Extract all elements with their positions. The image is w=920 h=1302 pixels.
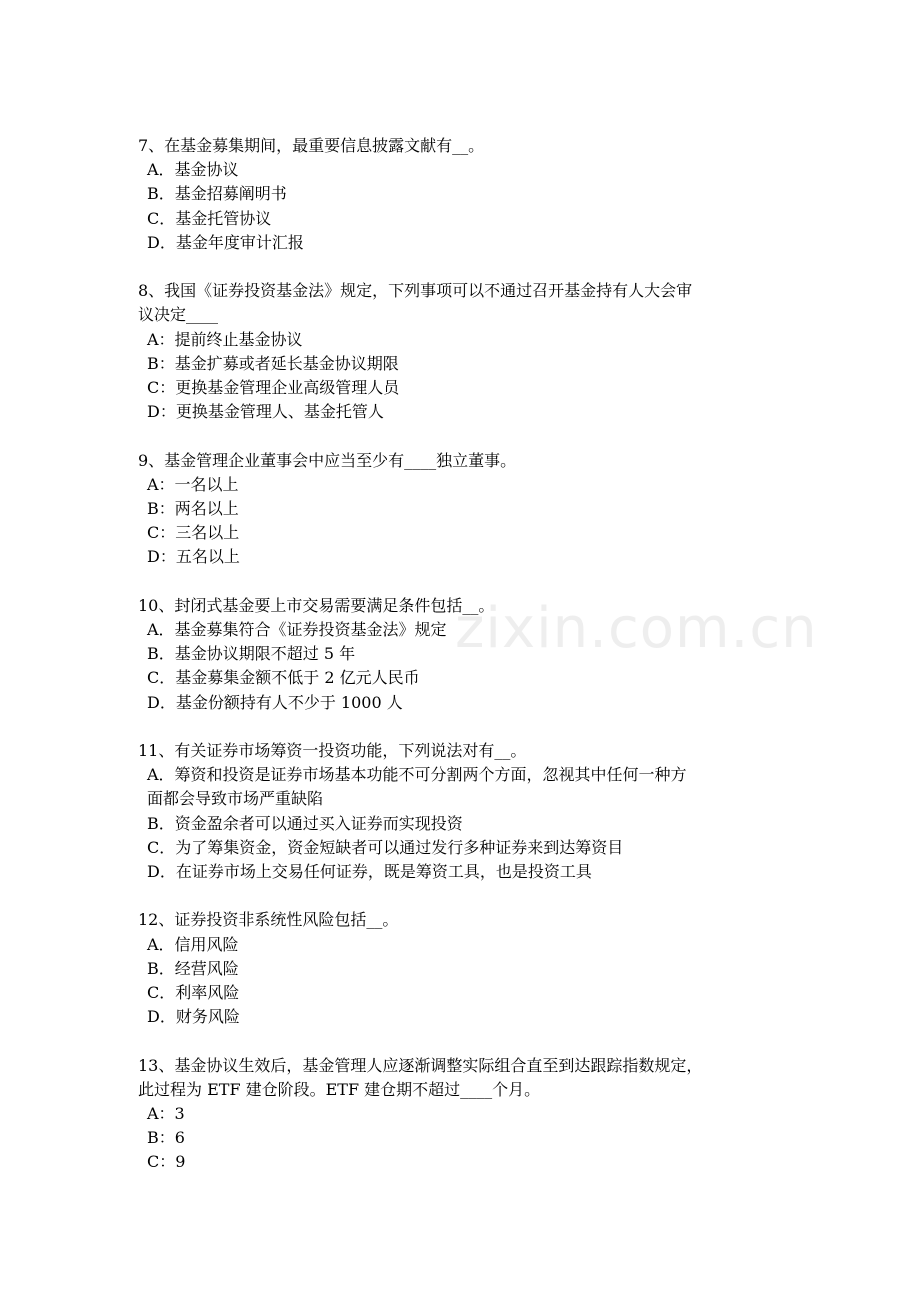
option-c: C．为了筹集资金，资金短缺者可以通过发行多种证券来到达筹资目 xyxy=(147,837,624,857)
option-d: D．在证券市场上交易任何证券，既是筹资工具，也是投资工具 xyxy=(147,862,592,882)
option-b: B：两名以上 xyxy=(147,499,239,519)
option-b: B．基金招募阐明书 xyxy=(147,184,287,204)
option-a: A：3 xyxy=(147,1104,185,1124)
question-stem: 13、基金协议生效后，基金管理人应逐渐调整实际组合直至到达跟踪指数规定， 此过程为 ETF 建仓阶段。ETF 建仓期不超过____个月。 xyxy=(138,1055,703,1099)
option-b: B：6 xyxy=(147,1128,185,1148)
option-c: C：9 xyxy=(147,1152,186,1172)
option-a: A．基金协议 xyxy=(147,160,239,180)
option-c: C：三名以上 xyxy=(147,523,240,543)
option-d: D．财务风险 xyxy=(147,1007,240,1027)
question-12 xyxy=(138,908,798,1029)
option-d: D．基金年度审计汇报 xyxy=(147,232,304,252)
option-b: B．基金协议期限不超过 5 年 xyxy=(147,644,356,664)
question-10 xyxy=(138,594,798,715)
question-9 xyxy=(138,449,798,570)
question-8 xyxy=(138,279,798,424)
option-a: A：一名以上 xyxy=(147,474,239,494)
option-a: A．筹资和投资是证券市场基本功能不可分割两个方面，忽视其中任何一种方 面都会导致市场严重缺陷 xyxy=(147,765,687,809)
option-a: A．信用风险 xyxy=(147,934,239,954)
question-7 xyxy=(138,134,798,255)
question-stem: 10、封闭式基金要上市交易需要满足条件包括__。 xyxy=(138,595,495,615)
option-d: D：更换基金管理人、基金托管人 xyxy=(147,402,384,422)
option-a: A．基金募集符合《证券投资基金法》规定 xyxy=(147,620,447,640)
question-list xyxy=(138,134,798,1199)
question-stem: 11、有关证券市场筹资一投资功能，下列说法对有__。 xyxy=(138,741,527,761)
option-d: D：五名以上 xyxy=(147,547,240,567)
option-c: C．基金托管协议 xyxy=(147,208,272,228)
option-c: C．基金募集金额不低于 2 亿元人民币 xyxy=(147,668,420,688)
watermark: zixin.com.cn xyxy=(455,596,818,661)
question-11 xyxy=(138,739,798,884)
option-c: C．利率风险 xyxy=(147,983,240,1003)
option-b: B．资金盈余者可以通过买入证券而实现投资 xyxy=(147,813,463,833)
option-d: D．基金份额持有人不少于 1000 人 xyxy=(147,692,403,712)
question-stem: 12、证券投资非系统性风险包括__。 xyxy=(138,910,399,930)
option-b: B：基金扩募或者延长基金协议期限 xyxy=(147,353,399,373)
question-13 xyxy=(138,1054,798,1175)
option-b: B．经营风险 xyxy=(147,958,239,978)
option-c: C：更换基金管理企业高级管理人员 xyxy=(147,378,400,398)
question-stem: 7、在基金募集期间，最重要信息披露文献有__。 xyxy=(138,136,485,155)
question-stem: 9、基金管理企业董事会中应当至少有____独立董事。 xyxy=(138,450,517,470)
option-a: A：提前终止基金协议 xyxy=(147,329,303,349)
question-stem: 8、我国《证券投资基金法》规定，下列事项可以不通过召开基金持有人大会审 议决定____ xyxy=(138,281,693,325)
